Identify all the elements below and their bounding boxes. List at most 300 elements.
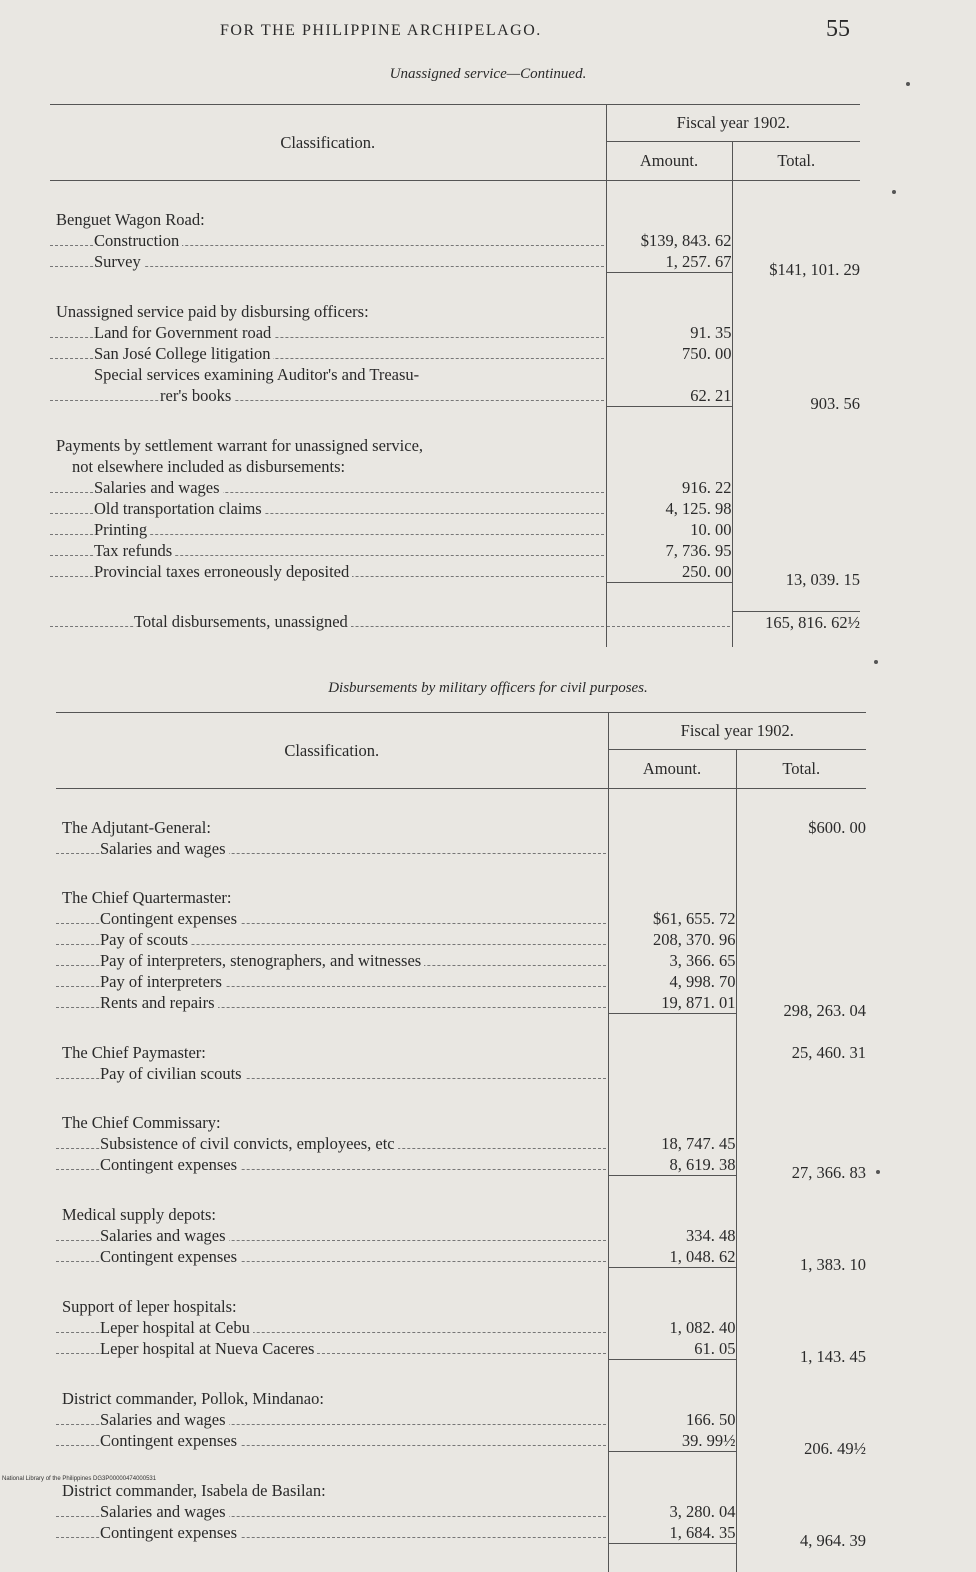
- line-item-label-cell: [50, 343, 606, 364]
- total-cell: [732, 519, 860, 540]
- line-item-label-text: Contingent expenses: [100, 909, 240, 928]
- spacer-row-gap: [609, 859, 736, 873]
- group-heading-cell: [56, 817, 608, 838]
- total-cell: [732, 385, 860, 407]
- amount-empty: [609, 1388, 736, 1409]
- amount-empty: [609, 1204, 736, 1225]
- line-item-amount: 3, 280. 04: [609, 1501, 736, 1522]
- line-item-label: [56, 950, 608, 971]
- line-item-label-text: Leper hospital at Nueva Caceres: [100, 1339, 317, 1358]
- spacer-row-cell: [56, 1452, 608, 1466]
- spacer-row-gap: [56, 1452, 608, 1466]
- spacer-row-cell: [608, 803, 736, 817]
- line-item-label: [56, 1338, 608, 1359]
- spacer-row: [56, 1098, 866, 1112]
- line-item-row: [56, 950, 866, 971]
- line-item-amount-cell: [608, 929, 736, 950]
- line-item-label-text: Contingent expenses: [100, 1155, 240, 1174]
- line-item-label-text: Survey: [94, 252, 144, 271]
- line-item-label-cell: [50, 230, 606, 251]
- amount-cell: [608, 1480, 736, 1501]
- amount-empty: [609, 887, 736, 908]
- spacer-row-gap: [56, 1544, 608, 1558]
- spacer-row-cell: [606, 407, 732, 421]
- amount-cell: [606, 435, 732, 456]
- amount-cell: [608, 887, 736, 908]
- spacer-row-cell: [608, 1014, 736, 1028]
- total-cell: [736, 1112, 866, 1133]
- spacer-row-gap: [56, 1028, 608, 1042]
- spacer-row: [50, 195, 860, 209]
- spacer-row-cell: [732, 195, 860, 209]
- group-total-slot: [737, 1133, 867, 1154]
- line-item-amount-cell: [608, 1154, 736, 1176]
- grand-total-amount-leader: [607, 611, 732, 632]
- group-heading: Payments by settlement warrant for unassigned service,: [50, 435, 606, 456]
- line-item-row: [56, 1522, 866, 1544]
- spacer-row-cell: [736, 789, 866, 804]
- line-item-amount: 250. 00: [607, 561, 732, 583]
- amount-empty: [607, 456, 732, 477]
- total-cell: [732, 540, 860, 561]
- spacer-row-cell: [56, 859, 608, 873]
- total-cell: [736, 1296, 866, 1317]
- amount-empty: [607, 209, 732, 230]
- total-cell: [732, 322, 860, 343]
- group-heading-row: [56, 1042, 866, 1063]
- spacer-row-cell: [608, 1084, 736, 1098]
- line-item-amount: 10. 00: [607, 519, 732, 540]
- line-item-row: [56, 1430, 866, 1452]
- amount-empty: [607, 435, 732, 456]
- line-item-row: [56, 929, 866, 950]
- spacer-row-gap: [737, 803, 867, 817]
- spacer-row-gap: [56, 803, 608, 817]
- line-item-amount-cell: [606, 498, 732, 519]
- amount-cell: [608, 1388, 736, 1409]
- line-item-amount-cell: [608, 1225, 736, 1246]
- amount-cell: [608, 1042, 736, 1063]
- line-item-amount-cell: [608, 1338, 736, 1360]
- spacer-row-cell: [606, 287, 732, 301]
- group-heading-row: [56, 1388, 866, 1409]
- line-item-label: [56, 1154, 608, 1175]
- line-item-amount: 7, 736. 95: [607, 540, 732, 561]
- table-unassigned-service: [50, 104, 860, 647]
- total-cell: [736, 1409, 866, 1430]
- spacer-row-cell: [608, 1360, 736, 1374]
- spacer-row-gap: [737, 789, 867, 803]
- line-item-label-text: Contingent expenses: [100, 1523, 240, 1542]
- spacer-row-cell: [608, 789, 736, 804]
- spacer-row-gap: [737, 1190, 867, 1204]
- spacer-row: [50, 633, 860, 647]
- spacer-row-gap: [607, 583, 732, 597]
- spacer-row-cell: [606, 421, 732, 435]
- spacer-row-gap: [50, 181, 606, 195]
- line-item-amount-cell: [608, 838, 736, 859]
- group-heading: The Chief Quartermaster:: [56, 887, 608, 908]
- spacer-row-cell: [56, 1544, 608, 1558]
- group-heading-cell: [56, 1388, 608, 1409]
- line-item-label: [50, 561, 606, 582]
- line-item-label-cell: [56, 1246, 608, 1268]
- total-cell: [736, 1388, 866, 1409]
- line-item-label: [56, 838, 608, 859]
- group-heading-cell: [56, 1480, 608, 1501]
- spacer-row-gap: [737, 1028, 867, 1042]
- spacer-row-cell: [606, 633, 732, 647]
- spacer-row: [50, 597, 860, 611]
- spacer-row-cell: [736, 1028, 866, 1042]
- line-item-label: [50, 498, 606, 519]
- group-total-slot: [737, 1112, 867, 1133]
- spacer-row-gap: [607, 181, 732, 195]
- spacer-row-gap: [733, 421, 861, 435]
- line-item-label-cell: [56, 992, 608, 1014]
- line-item-amount-cell: [608, 1133, 736, 1154]
- line-item-amount-cell: [606, 477, 732, 498]
- spacer-row-cell: [608, 1558, 736, 1572]
- line-item-amount: 750. 00: [607, 343, 732, 364]
- spacer-row-cell: [732, 597, 860, 611]
- spacer-row-gap: [609, 1360, 736, 1374]
- line-item-amount-cell: [606, 519, 732, 540]
- spacer-row: [50, 421, 860, 435]
- spacer-row-cell: [50, 181, 606, 196]
- spacer-row: [56, 873, 866, 887]
- line-item-label: [56, 1225, 608, 1246]
- total-cell: [736, 1338, 866, 1360]
- line-item-label-text: Salaries and wages: [100, 1226, 229, 1245]
- line-item-label-cell: [56, 1225, 608, 1246]
- spacer-row-cell: [736, 1084, 866, 1098]
- spacer-row-gap: [56, 1282, 608, 1296]
- spacer-row-gap: [737, 873, 867, 887]
- group-total-slot: [737, 887, 867, 908]
- group-heading-row: [56, 817, 866, 838]
- spacer-row-gap: [733, 597, 861, 611]
- spacer-row-gap: [733, 181, 861, 195]
- spacer-row-cell: [56, 1374, 608, 1388]
- amount-empty: [609, 1296, 736, 1317]
- total-cell: [736, 1430, 866, 1452]
- group-heading-row: [56, 887, 866, 908]
- line-item-amount-cell: [606, 364, 732, 385]
- group-total-slot: [737, 1480, 867, 1501]
- line-item-amount: 62. 21: [607, 385, 732, 407]
- amount-empty: [609, 1042, 736, 1063]
- line-item-label-text: Printing: [94, 520, 150, 539]
- line-item-amount: 916. 22: [607, 477, 732, 498]
- table1-body: [50, 181, 860, 648]
- line-item-amount-cell: [606, 540, 732, 561]
- total-cell: [736, 1042, 866, 1063]
- spacer-row-cell: [608, 1452, 736, 1466]
- spacer-row-gap: [50, 273, 606, 287]
- spacer-row: [56, 789, 866, 804]
- group-heading: Medical supply depots:: [56, 1204, 608, 1225]
- total-cell: [732, 251, 860, 273]
- line-item-amount-cell: [608, 1409, 736, 1430]
- total-cell: [736, 1133, 866, 1154]
- spacer-row-gap: [609, 1374, 736, 1388]
- spacer-row-gap: [737, 1466, 867, 1480]
- spacer-row-cell: [56, 1282, 608, 1296]
- spacer-row-gap: [50, 287, 606, 301]
- scan-speck: [892, 190, 896, 194]
- spacer-row-gap: [56, 859, 608, 873]
- group-total-slot: [733, 477, 861, 498]
- group-total-slot: [733, 456, 861, 477]
- total-cell: [736, 929, 866, 950]
- group-total-slot: [733, 364, 861, 385]
- spacer-row-gap: [737, 1374, 867, 1388]
- group-total-slot: [733, 322, 861, 343]
- group-total-slot: [733, 519, 861, 540]
- spacer-row-cell: [608, 1374, 736, 1388]
- line-item-row: [50, 477, 860, 498]
- spacer-row-gap: [607, 421, 732, 435]
- line-item-label: [56, 971, 608, 992]
- table2-body: [56, 789, 866, 1572]
- line-item-label-cell: [50, 322, 606, 343]
- spacer-row-cell: [56, 1176, 608, 1190]
- line-item-amount: 1, 082. 40: [609, 1317, 736, 1338]
- group-heading-cell: [50, 209, 606, 230]
- line-item-label-cell: [56, 1338, 608, 1360]
- spacer-row-gap: [607, 597, 732, 611]
- grand-total-row: [50, 611, 860, 633]
- line-item-amount: $139, 843. 62: [607, 230, 732, 251]
- line-item-row: [56, 1225, 866, 1246]
- line-item-row: [56, 1246, 866, 1268]
- spacer-row-cell: [608, 1176, 736, 1190]
- line-item-label-cell: [50, 251, 606, 273]
- line-item-amount: 8, 619. 38: [609, 1154, 736, 1176]
- spacer-row-gap: [733, 633, 861, 647]
- total-cell: [732, 343, 860, 364]
- line-item-row: [56, 908, 866, 929]
- line-item-label: [50, 364, 606, 385]
- scan-speck: [874, 660, 878, 664]
- total-cell: [736, 1501, 866, 1522]
- group-heading-cell: [56, 1042, 608, 1063]
- line-item-amount: 166. 50: [609, 1409, 736, 1430]
- group-total: 13, 039. 15: [733, 569, 861, 590]
- total-cell: [736, 1204, 866, 1225]
- line-item-label: [50, 477, 606, 498]
- group-total-slot: [737, 1317, 867, 1338]
- group-heading-row: [56, 1204, 866, 1225]
- group-heading-cell: [56, 1296, 608, 1317]
- group-total: 25, 460. 31: [737, 1042, 867, 1063]
- total-cell: [736, 887, 866, 908]
- total-cell: [736, 1480, 866, 1501]
- line-item-row: [56, 1501, 866, 1522]
- spacer-row-gap: [56, 789, 608, 803]
- line-item-label: [50, 230, 606, 251]
- group-total: $600. 00: [737, 817, 867, 838]
- amount-cell: [608, 1296, 736, 1317]
- total-cell: [732, 364, 860, 385]
- amount-cell: [608, 817, 736, 838]
- line-item-label-cell: [56, 971, 608, 992]
- line-item-label-text: Special services examining Auditor's and Treasu-: [94, 365, 419, 384]
- line-item-label-cell: [56, 908, 608, 929]
- header-fiscal-year: Fiscal year 1902.: [606, 105, 860, 142]
- spacer-row-gap: [609, 1098, 736, 1112]
- line-item-amount-cell: [606, 251, 732, 273]
- spacer-row-cell: [56, 789, 608, 804]
- spacer-row-cell: [56, 1360, 608, 1374]
- total-cell: [732, 301, 860, 322]
- spacer-row-cell: [56, 873, 608, 887]
- line-item-label-cell: [56, 929, 608, 950]
- spacer-row-gap: [737, 1282, 867, 1296]
- group-heading-row: [50, 209, 860, 230]
- amount-cell: [608, 1112, 736, 1133]
- spacer-row-gap: [56, 1374, 608, 1388]
- group-total: 4, 964. 39: [737, 1530, 867, 1551]
- line-item-label-text: rer's books: [160, 386, 234, 405]
- line-item-label-cell: [56, 1501, 608, 1522]
- group-heading: District commander, Pollok, Mindanao:: [56, 1388, 608, 1409]
- line-item-label: [50, 519, 606, 540]
- spacer-row-gap: [56, 1176, 608, 1190]
- group-total: 206. 49½: [737, 1438, 867, 1459]
- line-item-label: [56, 1501, 608, 1522]
- group-total-slot: [737, 1409, 867, 1430]
- total-cell: [732, 561, 860, 583]
- total-cell: [736, 1522, 866, 1544]
- spacer-row-gap: [609, 803, 736, 817]
- line-item-amount-cell: [608, 1522, 736, 1544]
- spacer-row-cell: [736, 873, 866, 887]
- group-heading: Unassigned service paid by disbursing officers:: [50, 301, 606, 322]
- spacer-row-gap: [737, 1098, 867, 1112]
- line-item-label-text: Contingent expenses: [100, 1431, 240, 1450]
- spacer-row-cell: [50, 583, 606, 597]
- line-item-label-cell: [50, 519, 606, 540]
- spacer-row: [56, 1190, 866, 1204]
- line-item-row: [56, 1154, 866, 1176]
- line-item-amount: 4, 125. 98: [607, 498, 732, 519]
- line-item-label-text: Subsistence of civil convicts, employees, etc: [100, 1134, 398, 1153]
- spacer-row-cell: [608, 1282, 736, 1296]
- header-amount: Amount.: [608, 750, 736, 789]
- line-item-row: [50, 561, 860, 583]
- spacer-row-cell: [736, 1466, 866, 1480]
- line-item-label-cell: [56, 1409, 608, 1430]
- line-item-label-text: Salaries and wages: [100, 1502, 229, 1521]
- line-item-label-text: San José College litigation: [94, 344, 273, 363]
- line-item-label-text: Construction: [94, 231, 182, 250]
- group-total: $141, 101. 29: [733, 259, 861, 280]
- line-item-amount-cell: [608, 992, 736, 1014]
- spacer-row-gap: [56, 1084, 608, 1098]
- line-item-label: [50, 343, 606, 364]
- spacer-row-cell: [56, 803, 608, 817]
- header-total: Total.: [736, 750, 866, 789]
- amount-empty: [609, 1112, 736, 1133]
- spacer-row-gap: [56, 1014, 608, 1028]
- running-title: FOR THE PHILIPPINE ARCHIPELAGO.: [220, 22, 542, 40]
- group-total-slot: [737, 971, 867, 992]
- spacer-row-gap: [56, 1558, 608, 1572]
- spacer-row-cell: [736, 859, 866, 873]
- spacer-row-cell: [606, 181, 732, 196]
- group-heading-row: [50, 456, 860, 477]
- spacer-row: [56, 1282, 866, 1296]
- line-item-label: [50, 322, 606, 343]
- line-item-label-text: Pay of scouts: [100, 930, 191, 949]
- spacer-row-cell: [608, 1466, 736, 1480]
- spacer-row-gap: [609, 1282, 736, 1296]
- table2-caption: Disbursements by military officers for civil purposes.: [0, 680, 976, 697]
- group-total-slot: [737, 1501, 867, 1522]
- group-total-slot: [733, 435, 861, 456]
- line-item-label-cell: [50, 561, 606, 583]
- group-heading-cell: [56, 887, 608, 908]
- group-total-slot: [737, 1063, 867, 1084]
- grand-total-cell: [732, 611, 860, 633]
- grand-total-label: [50, 611, 606, 632]
- grand-total-label-text: Total disbursements, unassigned: [134, 612, 351, 631]
- line-item-label-text: Rents and repairs: [100, 993, 218, 1012]
- group-total: 1, 383. 10: [737, 1254, 867, 1275]
- line-item-row: [50, 498, 860, 519]
- spacer-row-gap: [609, 1190, 736, 1204]
- line-item-amount: 1, 048. 62: [609, 1246, 736, 1268]
- group-heading-cell: [50, 435, 606, 456]
- spacer-row-cell: [606, 273, 732, 287]
- spacer-row-cell: [50, 273, 606, 287]
- scan-speck: [876, 1170, 880, 1174]
- amount-cell: [606, 456, 732, 477]
- group-total: 27, 366. 83: [737, 1162, 867, 1183]
- group-total-slot: [737, 1296, 867, 1317]
- line-item-row: [56, 1063, 866, 1084]
- grand-total: 165, 816. 62½: [733, 611, 861, 633]
- line-item-label-text: Pay of civilian scouts: [100, 1064, 245, 1083]
- spacer-row-gap: [609, 1452, 736, 1466]
- spacer-row-gap: [50, 633, 606, 647]
- line-item-amount-cell: [606, 561, 732, 583]
- running-head: [0, 14, 976, 50]
- line-item-amount-cell: [608, 1501, 736, 1522]
- spacer-row-cell: [608, 1268, 736, 1282]
- line-item-label: [56, 992, 608, 1013]
- line-item-label-cell: [56, 950, 608, 971]
- total-cell: [736, 950, 866, 971]
- spacer-row-gap: [56, 1268, 608, 1282]
- spacer-row-cell: [732, 287, 860, 301]
- spacer-row-cell: [50, 195, 606, 209]
- group-heading-cell: [56, 1112, 608, 1133]
- line-item-row: [56, 1133, 866, 1154]
- line-item-label-text: Old transportation claims: [94, 499, 265, 518]
- line-item-label-cell: [56, 838, 608, 859]
- line-item-label-cell: [50, 498, 606, 519]
- spacer-row-gap: [607, 407, 732, 421]
- spacer-row-cell: [608, 1190, 736, 1204]
- spacer-row-gap: [737, 1558, 867, 1572]
- spacer-row-cell: [736, 1282, 866, 1296]
- line-item-row: [56, 1317, 866, 1338]
- line-item-row: [50, 322, 860, 343]
- line-item-label-cell: [50, 385, 606, 407]
